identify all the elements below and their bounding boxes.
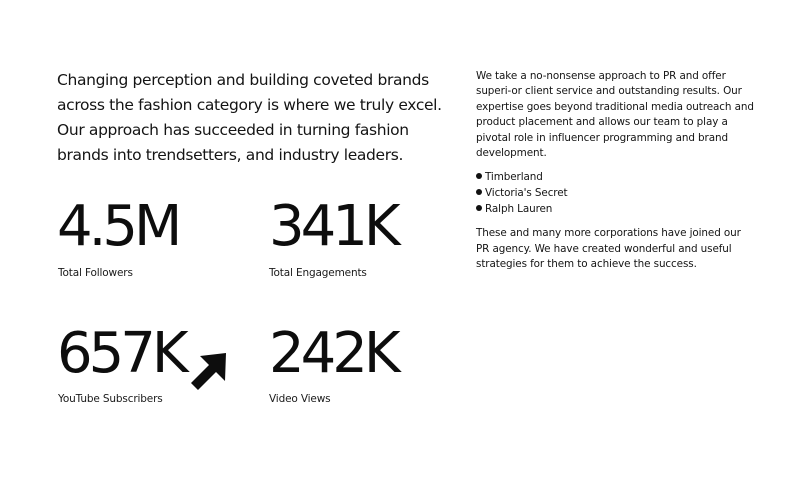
- brand-list-item: [476, 170, 756, 186]
- stat-label: Total Followers: [58, 267, 133, 279]
- stat-value: 341K: [269, 194, 397, 259]
- clients-paragraph: These and many more corporations have joined our PR agency. We have created wonderful and useful strategies for them to achieve the success.: [476, 227, 741, 271]
- bullet-icon: [476, 189, 482, 195]
- stat-label: YouTube Subscribers: [58, 393, 163, 405]
- bullet-icon: [476, 205, 482, 211]
- brand-name: Timberland: [485, 171, 543, 184]
- brand-name: Victoria's Secret: [485, 187, 568, 200]
- stat-value: 242K: [269, 321, 397, 386]
- stat-value: 4.5M: [57, 194, 179, 259]
- services-paragraph: We take a no-nonsense approach to PR and offer superi-or client service and outstanding results. Our expertise goes beyond traditional media outreach and product placement and allows our team to play a pivotal role in influencer programming and brand development.: [476, 70, 754, 160]
- stat-label: Total Engagements: [269, 267, 367, 279]
- brand-list: [476, 170, 756, 217]
- brand-list-item: [476, 202, 756, 218]
- stat-label: Video Views: [269, 393, 331, 405]
- right-column: [476, 69, 756, 272]
- arrow-up-right-icon: [188, 353, 228, 391]
- stat-value: 657K: [57, 321, 185, 386]
- intro-text: Changing perception and building coveted brands across the fashion category is where we truly excel. Our approach has succeeded in turning fashion brands into trendsetters, and industry leaders.: [57, 71, 442, 164]
- brand-name: Ralph Lauren: [485, 202, 553, 215]
- bullet-icon: [476, 173, 482, 179]
- brand-list-item: [476, 186, 756, 202]
